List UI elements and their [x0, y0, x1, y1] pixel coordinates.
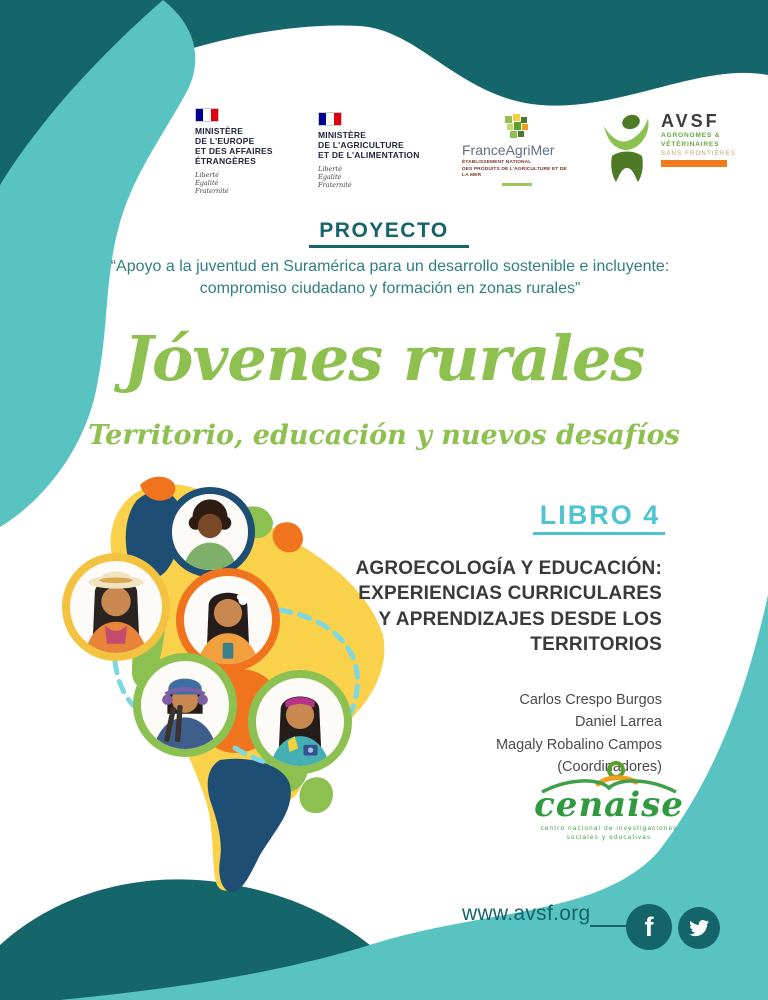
person-avatar-icon — [256, 678, 344, 766]
author-name: Carlos Crespo Burgos — [519, 692, 662, 708]
logo-cenaise — [524, 760, 694, 843]
motto-line: Fraternité — [195, 187, 229, 196]
franceagrimer-mosaic-icon — [462, 114, 572, 140]
project-kicker: PROYECTO — [319, 219, 449, 242]
ministry-line: ET DES AFFAIRES — [195, 146, 273, 157]
motto-line: Égalité — [195, 179, 219, 188]
facebook-icon[interactable]: f — [626, 904, 672, 950]
logo-ministere-europe — [195, 108, 295, 195]
person-avatar-icon — [70, 561, 162, 653]
main-title: Jóvenes rurales — [123, 322, 645, 395]
book-number-label: LIBRO 4 — [539, 500, 661, 530]
person-avatar-icon — [184, 576, 272, 664]
person-avatar-icon — [172, 494, 248, 570]
ministry-line: ET DE L'ALIMENTATION — [318, 150, 420, 161]
logo-ministere-agriculture — [318, 112, 443, 189]
portrait-youth-green-shirt — [165, 487, 255, 577]
coordinators-label: (Coordinadores) — [557, 759, 662, 776]
portrait-woman-hat — [62, 553, 170, 661]
french-flag-icon — [195, 108, 219, 122]
book-title-line: EXPERIENCIAS CURRICULARES — [358, 583, 662, 605]
ministry-line: DE L'EUROPE — [195, 136, 255, 147]
avsf-subtitle: SANS FRONTIÈRES — [661, 150, 736, 157]
book-number-underline — [533, 532, 665, 535]
cenaise-name: cenaise — [534, 785, 684, 825]
book-title-line: Y APRENDIZAJES DESDE LOS — [378, 608, 662, 630]
avsf-orange-banner — [661, 160, 727, 167]
avsf-subtitle: AGRONOMES & — [661, 132, 721, 139]
portrait-woman-headband — [248, 670, 352, 774]
book-title-line: AGROECOLOGÍA Y EDUCACIÓN: — [355, 558, 662, 579]
cenaise-tagline: centro nacional de investigaciones — [540, 825, 678, 832]
ministry-line: DE L'AGRICULTURE — [318, 140, 404, 151]
motto-line: Fraternité — [318, 181, 352, 190]
logo-avsf — [598, 112, 736, 184]
website-link[interactable]: www.avsf.org — [462, 902, 591, 925]
franceagrimer-name: FranceAgriMer — [462, 142, 555, 158]
avsf-person-icon — [598, 112, 656, 184]
motto-line: Liberté — [318, 165, 342, 174]
motto-line: Liberté — [195, 171, 219, 180]
main-subtitle: Territorio, educación y nuevos desafíos — [88, 420, 680, 451]
book-title — [350, 556, 662, 657]
avsf-subtitle: VÉTÉRINAIRES — [661, 141, 720, 148]
twitter-bird-icon — [687, 916, 711, 940]
logo-franceagrimer — [462, 114, 572, 186]
twitter-icon[interactable] — [678, 907, 720, 949]
book-title-line: TERRITORIOS — [530, 633, 662, 655]
franceagrimer-tagline: DES PRODUITS DE L'AGRICULTURE ET DE LA MER — [462, 166, 567, 179]
portrait-youth-beanie — [133, 653, 237, 757]
ministry-line: ÉTRANGÈRES — [195, 156, 257, 167]
franceagrimer-green-bar — [502, 183, 532, 186]
author-name: Daniel Larrea — [574, 714, 662, 731]
kicker-underline — [309, 245, 469, 248]
avsf-name: AVSF — [661, 111, 720, 131]
franceagrimer-tagline: ÉTABLISSEMENT NATIONAL — [462, 160, 532, 165]
person-avatar-icon — [141, 661, 229, 749]
project-quote: “Apoyo a la juventud en Suramérica para un desarrollo sostenible e incluyente: compromiso ciudadano y formación en zonas rurales” — [110, 258, 670, 298]
ministry-line: MINISTÈRE — [195, 126, 244, 136]
cenaise-tagline: sociales y educativas — [566, 834, 652, 842]
author-name: Magaly Robalino Campos — [495, 736, 662, 753]
ministry-line: MINISTÈRE — [318, 130, 367, 140]
french-flag-icon — [318, 112, 342, 126]
motto-line: Égalité — [318, 173, 342, 182]
